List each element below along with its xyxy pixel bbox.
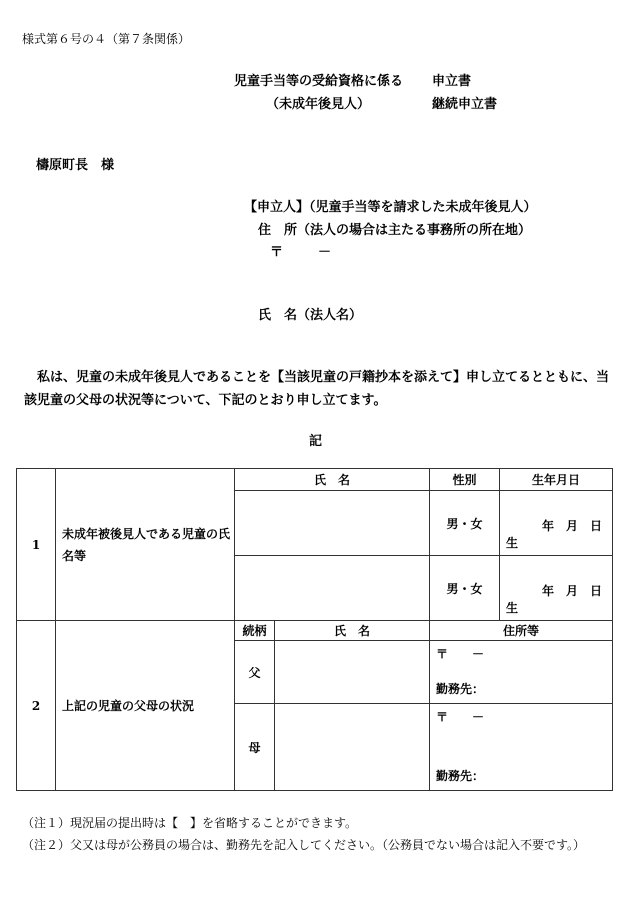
relation-father: 父	[235, 641, 275, 704]
relation-header: 続柄	[235, 621, 275, 641]
title-option-application: 申立書	[432, 74, 472, 89]
father-address-field[interactable]	[430, 641, 613, 704]
statement-paragraph: 私は、児童の未成年後見人であることを【当該児童の戸籍抄本を添えて】申し立てるとともに、当該児童の父母の状況等について、下記のとおり申し立てます。	[24, 370, 610, 408]
row2-label: 上記の児童の父母の状況	[56, 621, 235, 791]
form-number: 様式第６号の４（第７条関係）	[22, 32, 191, 46]
child-sex-1[interactable]: 男・女	[430, 491, 500, 556]
applicant-name-label: 氏 名（法人名）	[258, 308, 363, 323]
child-dob-1[interactable]	[500, 491, 613, 556]
father-name-field[interactable]	[275, 641, 430, 704]
child-dob-ymd-2: 年 月 日	[542, 584, 603, 598]
child-sex-header: 性別	[430, 469, 500, 491]
child-name-header: 氏 名	[235, 469, 430, 491]
mother-zip: 〒 －	[436, 710, 485, 724]
child-dob-sei-1: 生	[506, 536, 519, 550]
child-name-field-2[interactable]	[235, 556, 430, 621]
relation-mother: 母	[235, 704, 275, 791]
parent-name-header: 氏 名	[275, 621, 430, 641]
mother-workplace-label: 勤務先：	[436, 769, 485, 783]
parent-address-header: 住所等	[430, 621, 613, 641]
title-option-continuation: 継続申立書	[432, 97, 498, 112]
child-sex-2[interactable]: 男・女	[430, 556, 500, 621]
details-table	[16, 468, 613, 791]
child-dob-sei-2: 生	[506, 601, 519, 615]
ki-heading: 記	[309, 434, 323, 449]
postal-dash: －	[318, 245, 332, 260]
mother-name-field[interactable]	[275, 704, 430, 791]
applicant-address-label: 住 所（法人の場合は主たる事務所の所在地）	[258, 223, 532, 238]
title-line1: 児童手当等の受給資格に係る	[234, 74, 404, 89]
child-name-field-1[interactable]	[235, 491, 430, 556]
note-2: （注２）父又は母が公務員の場合は、勤務先を記入してください。（公務員でない場合は記入不要です。）	[22, 838, 586, 852]
child-dob-header: 生年月日	[500, 469, 613, 491]
row2-number: 2	[17, 621, 56, 791]
applicant-heading: 【申立人】（児童手当等を請求した未成年後見人）	[244, 200, 537, 215]
title-line2: （未成年後見人）	[266, 97, 371, 112]
row1-number: 1	[17, 469, 56, 621]
mother-address-field[interactable]	[430, 704, 613, 791]
note-1: （注１）現況届の提出時は【 】を省略することができます。	[22, 816, 358, 830]
father-zip: 〒 －	[436, 647, 485, 661]
child-dob-2[interactable]	[500, 556, 613, 621]
child-dob-ymd-1: 年 月 日	[542, 519, 603, 533]
postal-mark: 〒	[270, 245, 284, 260]
addressee: 檮原町長 様	[36, 158, 115, 173]
row1-label: 未成年被後見人である児童の氏名等	[56, 469, 235, 621]
father-workplace-label: 勤務先：	[436, 682, 485, 696]
